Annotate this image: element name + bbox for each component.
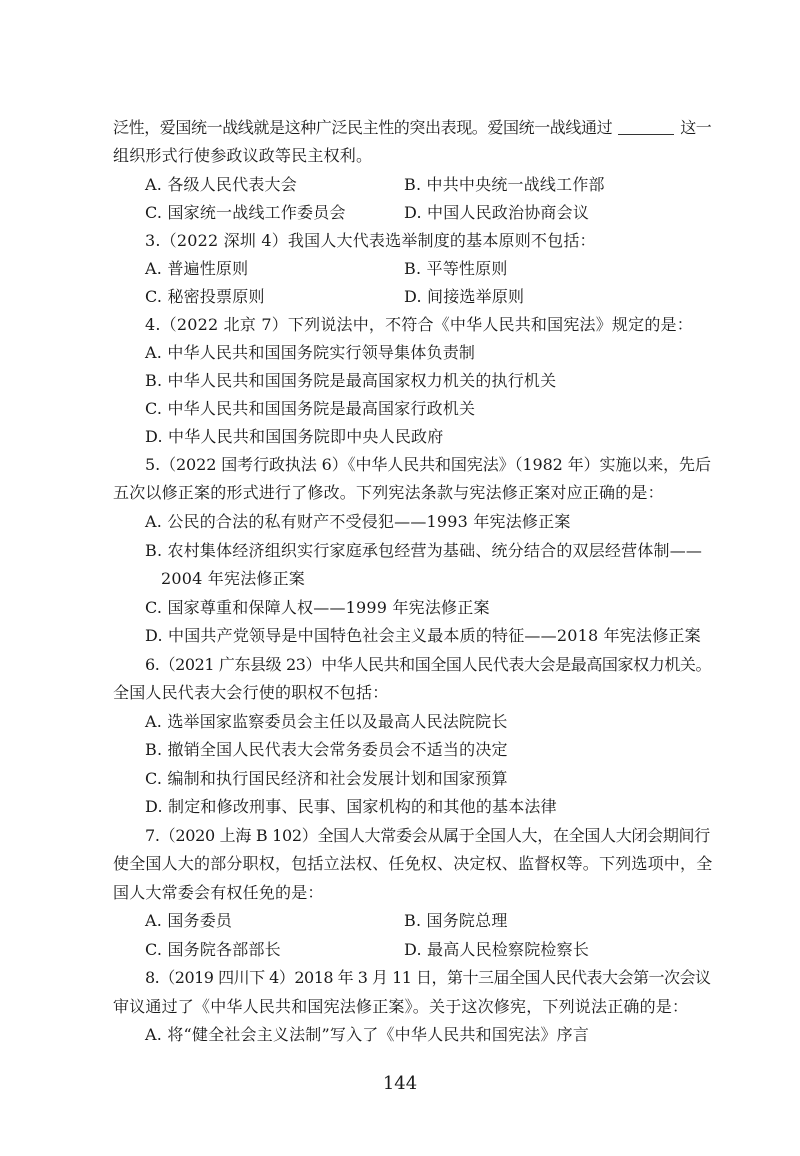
intro-text-a: 泛性，爱国统一战线就是这种广泛民主性的突出表现。爱国统一战线通过 bbox=[113, 118, 613, 137]
intro-line-1 bbox=[113, 118, 711, 138]
q7-option-a: A. 国务委员 bbox=[145, 911, 233, 930]
q7-stem-1: 7.（2020 上海 B 102）全国人大常委会从属于全国人大，在全国人大闭会期间行 bbox=[145, 826, 710, 845]
q8-stem-1: 8.（2019 四川下 4）2018 年 3 月 11 日，第十三届全国人民代表大会第一次会议 bbox=[145, 968, 711, 987]
q3-option-d: D. 间接选举原则 bbox=[404, 287, 525, 306]
q7-stem-2: 使全国人大的部分职权，包括立法权、任免权、决定权、监督权等。下列选项中，全 bbox=[113, 854, 713, 873]
q6-option-c: C. 编制和执行国民经济和社会发展计划和国家预算 bbox=[145, 769, 508, 788]
q3-stem: 3.（2022 深圳 4）我国人大代表选举制度的基本原则不包括： bbox=[145, 231, 596, 250]
intro-text-b: 这一 bbox=[680, 118, 712, 137]
q7-stem-3: 国人大常委会有权任免的是： bbox=[113, 883, 324, 902]
prev-option-b: B. 中共中央统一战线工作部 bbox=[404, 175, 605, 194]
q6-option-a: A. 选举国家监察委员会主任以及最高人民法院院长 bbox=[145, 712, 508, 731]
q8-option-a: A. 将“健全社会主义法制”写入了《中华人民共和国宪法》序言 bbox=[145, 1025, 590, 1044]
q6-option-b: B. 撤销全国人民代表大会常务委员会不适当的决定 bbox=[145, 740, 508, 759]
q5-option-d: D. 中国共产党领导是中国特色社会主义最本质的特征——2018 年宪法修正案 bbox=[145, 626, 701, 645]
q3-option-a: A. 普遍性原则 bbox=[145, 259, 249, 278]
q4-option-a: A. 中华人民共和国国务院实行领导集体负责制 bbox=[145, 343, 476, 362]
q6-option-d: D. 制定和修改刑事、民事、国家机构的和其他的基本法律 bbox=[145, 797, 557, 816]
q4-option-b: B. 中华人民共和国国务院是最高国家权力机关的执行机关 bbox=[145, 371, 557, 390]
q7-option-d: D. 最高人民检察院检察长 bbox=[404, 940, 590, 959]
q5-option-a: A. 公民的合法的私有财产不受侵犯——1993 年宪法修正案 bbox=[145, 512, 571, 531]
q3-option-b: B. 平等性原则 bbox=[404, 259, 508, 278]
q7-option-c: C. 国务院各部部长 bbox=[145, 940, 281, 959]
prev-option-d: D. 中国人民政治协商会议 bbox=[404, 203, 590, 222]
prev-option-a: A. 各级人民代表大会 bbox=[145, 175, 297, 194]
q7-option-b: B. 国务院总理 bbox=[404, 911, 508, 930]
q4-option-d: D. 中华人民共和国国务院即中央人民政府 bbox=[145, 427, 444, 446]
q5-option-b-2: 2004 年宪法修正案 bbox=[161, 569, 306, 588]
intro-line-2: 组织形式行使参政议政等民主权利。 bbox=[113, 146, 373, 165]
page-number: 144 bbox=[382, 1073, 418, 1094]
q5-option-c: C. 国家尊重和保障人权——1999 年宪法修正案 bbox=[145, 598, 490, 617]
q8-stem-2: 审议通过了《中华人民共和国宪法修正案》。关于这次修宪，下列说法正确的是： bbox=[113, 997, 689, 1016]
prev-option-c: C. 国家统一战线工作委员会 bbox=[145, 203, 346, 222]
q6-stem-1: 6.（2021 广东县级 23）中华人民共和国全国人民代表大会是最高国家权力机关。 bbox=[145, 655, 712, 674]
q4-stem: 4.（2022 北京 7）下列说法中，不符合《中华人民共和国宪法》规定的是： bbox=[145, 315, 693, 334]
answer-blank bbox=[618, 120, 674, 135]
q5-stem-2: 五次以修正案的形式进行了修改。下列宪法条款与宪法修正案对应正确的是： bbox=[113, 483, 664, 502]
q4-option-c: C. 中华人民共和国国务院是最高国家行政机关 bbox=[145, 399, 476, 418]
q5-stem-1: 5.（2022 国考行政执法 6）《中华人民共和国宪法》（1982 年）实施以来，先后 bbox=[145, 455, 711, 474]
q5-option-b-1: B. 农村集体经济组织实行家庭承包经营为基础、统分结合的双层经营体制—— bbox=[145, 541, 703, 560]
q3-option-c: C. 秘密投票原则 bbox=[145, 287, 265, 306]
q6-stem-2: 全国人民代表大会行使的职权不包括： bbox=[113, 683, 389, 702]
